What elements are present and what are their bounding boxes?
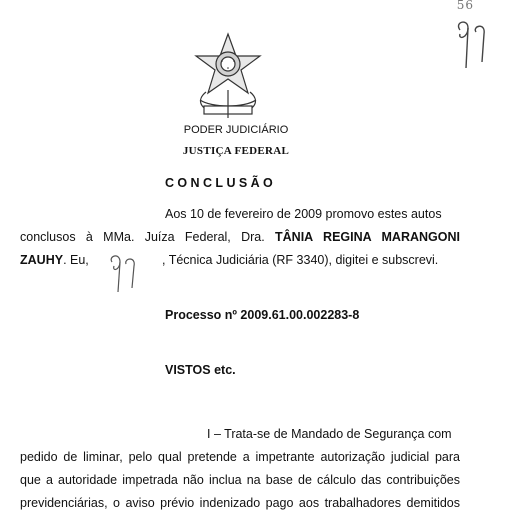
conclusion-line-3-suffix: , Técnica Judiciária (RF 3340), digitei e subscrevi.: [162, 253, 439, 267]
brazil-coat-of-arms-icon: [186, 30, 270, 122]
conclusion-line-2: [20, 230, 460, 244]
org-line-poder-judiciario: PODER JUDICIÁRIO: [183, 124, 289, 136]
body-line-4: previdenciárias, o aviso prévio indenizado pago aos trabalhadores demitidos: [20, 496, 460, 510]
body-line-1: I – Trata-se de Mandado de Segurança com: [207, 427, 452, 441]
body-line-3: que a autoridade impetrada não inclua na base de cálculo das contribuições: [20, 473, 460, 487]
org-line-justica-federal: JUSTIÇA FEDERAL: [182, 145, 290, 157]
page-heading-conclusao: CONCLUSÃO: [165, 176, 277, 190]
conclusion-eu: . Eu,: [63, 253, 89, 267]
judge-name-part-1: TÂNIA REGINA MARANGONI: [275, 230, 460, 244]
conclusion-line-1: Aos 10 de fevereiro de 2009 promovo estes autos: [165, 207, 442, 221]
body-line-2: pedido de liminar, pelo qual pretende a impetrante autorização judicial para: [20, 450, 460, 464]
judge-name-part-2: ZAUHY: [20, 253, 64, 267]
conclusion-line-2-text: conclusos à MMa. Juíza Federal, Dra.: [20, 230, 276, 244]
processo-number: Processo nº 2009.61.00.002283-8: [165, 308, 360, 322]
conclusion-line-3: [20, 253, 89, 267]
page-number: 56: [456, 0, 474, 12]
handwritten-initials-icon: [446, 12, 496, 72]
handwritten-signature-icon: [104, 252, 138, 294]
vistos-heading: VISTOS etc.: [165, 363, 236, 377]
